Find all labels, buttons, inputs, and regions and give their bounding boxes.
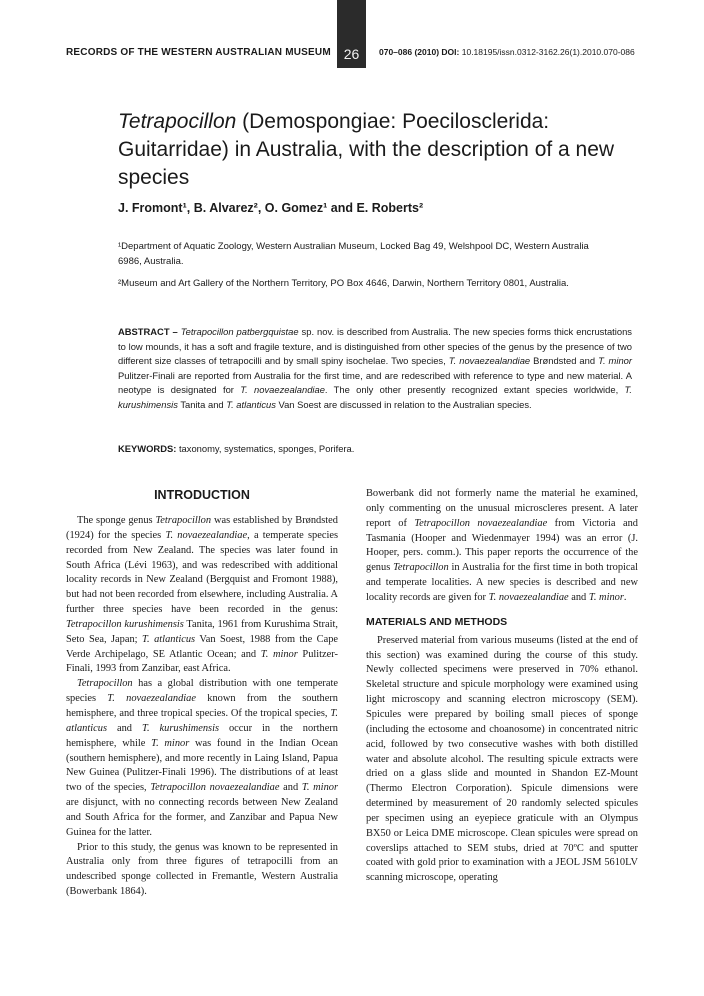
para-text: and xyxy=(279,782,302,794)
para-species: Tetrapocillon kurushimensis xyxy=(66,618,184,630)
para-species: T. atlanticus xyxy=(142,633,196,645)
intro-paragraph-3: Prior to this study, the genus was known to be represented in Australia only from three figures of tetrapocilli from an undescribed sponge collected in Fremantle, Western Australia (Bowerbank 1864). xyxy=(66,841,338,898)
abstract-text: Van Soest are discussed in relation to the Australian species. xyxy=(275,398,532,410)
para-species: T. kurushimensis xyxy=(141,722,219,734)
para-species: Tetrapocillon novaezealandiae xyxy=(414,517,548,529)
abstract xyxy=(118,325,632,413)
body-column-right xyxy=(366,487,638,886)
para-species: T. minor xyxy=(260,648,298,660)
para-species: T. novaezealandiae xyxy=(488,591,569,603)
para-species: T. novaezealandiae xyxy=(165,529,248,541)
abstract-text: Tanita and xyxy=(177,398,227,410)
para-text: Bowerbank did not formerly name the material he examined, only commenting on the unusual microscleres present. A later report of xyxy=(366,488,638,529)
intro-paragraph-1 xyxy=(66,514,338,677)
para-text: The sponge genus xyxy=(77,515,156,526)
intro-paragraph-2 xyxy=(66,677,338,840)
para-species: Tetrapocillon xyxy=(393,562,449,574)
abstract-text: Brøndsted and xyxy=(530,355,599,367)
para-text: . xyxy=(623,591,627,603)
author-list: J. Fromont¹, B. Alvarez², O. Gomez¹ and E. Roberts² xyxy=(118,201,424,215)
methods-paragraph-1: Preserved material from various museums (listed at the end of this section) was examined during the course of this study. Newly collected specimens were preserved in 70% ethanol. Skeletal structure and spicule morphology were examined using light microscopy and scanning electron microscopy (SEM). Spicules were prepared by boiling small pieces of sponge (including the ectosome and choanosome) in concentrated nitric acid, followed by two consecutive washes with both distilled water and absolute alcohol. The resulting spicule extracts were dried on a glass slide and mounted in Shandon EZ-Mount (Thermo Electron Corporation). Spicule dimensions were determined by measurement of 20 randomly selected spicules per specimen using an eyepiece graticule with an Olympus BX50 or Leica DME microscope. Clean spicules were spread on coverslips attached to SEM stubs, dried at 70ºC and sputter coated with gold prior to examination with a JEOL JSM 5610LV scanning microscope, operating xyxy=(366,634,638,884)
doi-label: DOI: xyxy=(441,47,460,57)
section-heading-methods: MATERIALS AND METHODS xyxy=(366,615,508,628)
abstract-label: ABSTRACT – xyxy=(118,326,178,337)
para-text: Van Soest, 1988 from the Cape Verde Archipelago, SE Atlantic Ocean; and xyxy=(66,633,338,660)
citation-ref: 070–086 (2010) xyxy=(379,47,440,57)
para-text: in Australia for the first time in both tropical and temperate localities. A new species is described and new locality records are given for xyxy=(366,562,639,603)
abstract-text: sp. nov. is described from Australia. The new species forms thick encrustations to low mounds, it has a soft and fragile texture, and is distinguished from other species of the genus by the presence of two different size classes of tetrapocilli and by small spiny isochelae. Two species, xyxy=(118,326,632,367)
citation-line xyxy=(379,47,635,57)
abstract-species: T. minor xyxy=(598,355,633,367)
title-rest: (Demospongiae: Poecilosclerida: Guitarridae) in Australia, with the description of a new species xyxy=(118,110,615,189)
para-text: has a global distribution with one temperate species xyxy=(66,678,338,705)
journal-name: RECORDS OF THE WESTERN AUSTRALIAN MUSEUM xyxy=(66,47,331,58)
para-text: Pulitzer-Finali, 1993 from Zanzibar, east Africa. xyxy=(66,648,338,675)
title-genus: Tetrapocillon xyxy=(118,110,237,133)
para-text: and xyxy=(106,722,142,734)
para-species: T. minor xyxy=(588,591,624,603)
abstract-species: T. atlanticus xyxy=(226,398,276,410)
para-text: Tanita, 1961 from Kurushima Strait, Seto Sea, Japan; xyxy=(66,618,338,645)
page-number: 26 xyxy=(343,46,360,62)
abstract-species: T. kurushimensis xyxy=(118,384,632,410)
page-number-tab xyxy=(337,0,366,68)
article-title xyxy=(118,108,618,192)
keywords xyxy=(118,443,354,454)
doi-value: 10.18195/issn.0312-3162.26(1).2010.070-086 xyxy=(461,47,635,57)
para-species: T. atlanticus xyxy=(66,707,338,734)
para-species: T. novaezealandiae xyxy=(107,693,196,705)
affiliation-1: ¹Department of Aquatic Zoology, Western Australian Museum, Locked Bag 49, Welshpool DC, Western Australia 6986, Australia. xyxy=(118,241,589,267)
para-species: T. minor xyxy=(151,737,190,749)
para-text: from Victoria and Tasmania (Hooper and Wiedenmayer 1994) was an error (J. Hooper, pers. comm.). This paper reports the occurrence of the genus xyxy=(366,517,638,574)
para-text: known from the southern hemisphere, and three tropical species. Of the tropical species, xyxy=(66,693,339,719)
para-text: was established by Brøndsted (1924) for the species xyxy=(66,515,338,541)
abstract-text: Pulitzer-Finali are reported from Australia for the first time, and are redescribed with reference to type and new material. A neotype is designated for xyxy=(118,369,632,396)
para-text: , a temperate species recorded from New Zealand. The species was later found in South Africa (Lévi 1963), and was redescribed with additional locality records in New Zealand (Bergquist and Fromont 1988), but had not been recorded from elsewhere, including Australia. A further three species have been recorded in the genus: xyxy=(66,529,338,616)
abstract-species: T. novaezealandiae xyxy=(448,355,531,367)
para-species: Tetrapocillon xyxy=(155,515,212,526)
para-species: Tetrapocillon novaezealandiae xyxy=(150,782,280,794)
para-text: occur in the northern hemisphere, while xyxy=(66,722,338,749)
para-species: Tetrapocillon xyxy=(77,678,133,690)
para-text: and xyxy=(568,591,589,603)
keywords-label: KEYWORDS: xyxy=(118,443,177,454)
abstract-species: Tetrapocillon patbergquistae xyxy=(180,326,299,337)
para-species: T. minor xyxy=(301,782,338,794)
page-header xyxy=(0,0,704,80)
para-text: was found in the Indian Ocean (southern hemisphere), and more recently in Laing Island, Papua New Guinea (Pulitzer-Finali 1996). The distributions of at least two of the species, xyxy=(66,737,339,794)
body-column-left xyxy=(66,486,338,900)
keywords-value: taxonomy, systematics, sponges, Porifera. xyxy=(176,443,355,454)
intro-paragraph-4 xyxy=(366,487,638,606)
affiliation-2: ²Museum and Art Gallery of the Northern Territory, PO Box 4646, Darwin, Northern Territory 0801, Australia. xyxy=(118,278,569,289)
abstract-text: . The only other presently recognized extant species worldwide, xyxy=(324,384,625,396)
section-heading-introduction: INTRODUCTION xyxy=(154,488,250,502)
para-text: are disjunct, with no connecting records between New Zealand and South Africa for the former, and Zanzibar and Papua New Guinea for the latter. xyxy=(66,797,338,838)
abstract-species: T. novaezealandiae xyxy=(240,384,325,396)
